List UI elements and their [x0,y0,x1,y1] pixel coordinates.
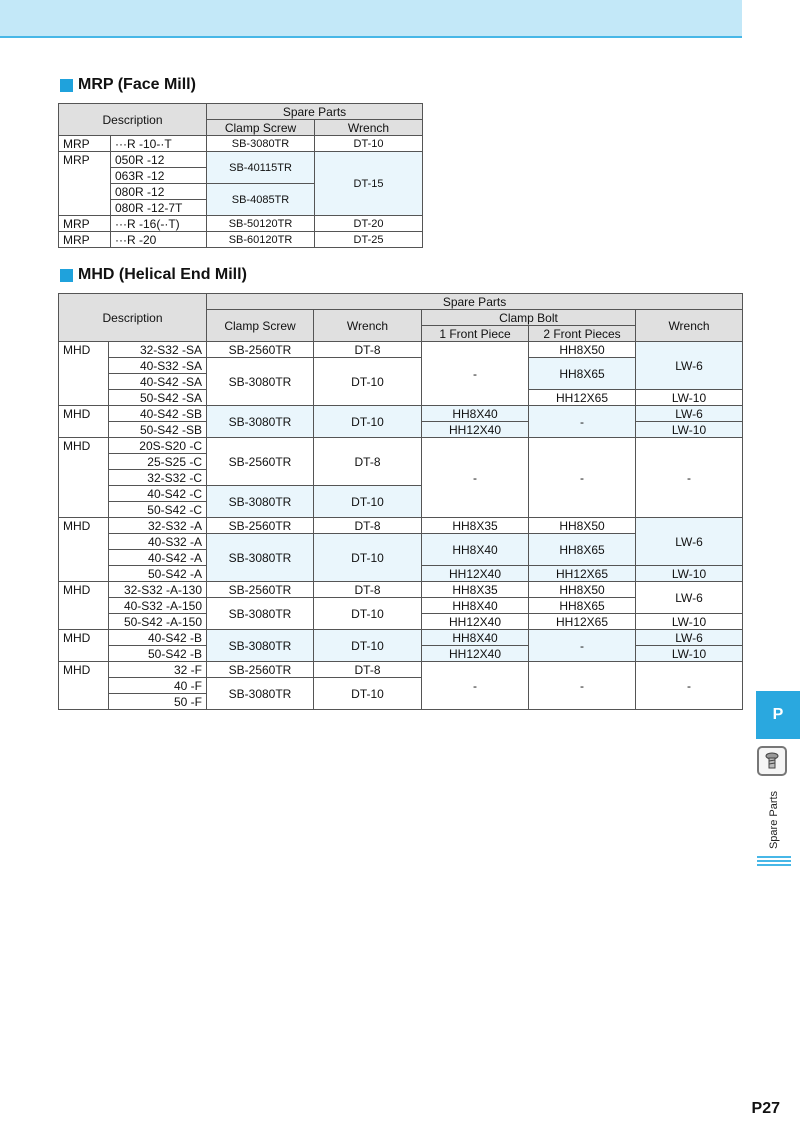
model-cell: 32-S32 -A-130 [109,582,207,598]
model-cell: 080R -12-7T [111,200,207,216]
model-cell: 32-S32 -SA [109,342,207,358]
top-color-band [0,0,742,38]
square-bullet-icon [60,79,73,92]
two-front-cell: - [529,630,636,662]
spare-parts-header: Spare Parts [207,294,743,310]
screw-cell: SB-2560TR [207,662,314,678]
two-front-cell: - [529,662,636,710]
model-cell: 50-S42 -SA [109,390,207,406]
one-front-cell: HH8X35 [422,518,529,534]
bolt-wrench-cell: LW-10 [636,422,743,438]
bolt-wrench-cell: LW-6 [636,406,743,422]
model-cell: 40-S32 -SA [109,358,207,374]
two-front-cell: HH8X50 [529,518,636,534]
clamp-screw-header: Clamp Screw [207,310,314,342]
one-front-cell: - [422,662,529,710]
screw-cell: SB-50120TR [207,216,315,232]
description-header: Description [59,104,207,136]
model-cell: 050R -12 [111,152,207,168]
screw-cell: SB-3080TR [207,598,314,630]
table-row [59,582,743,598]
bolt-wrench-cell: LW-10 [636,566,743,582]
screw-cell: SB-2560TR [207,582,314,598]
series-cell: MHD [59,438,109,454]
series-cell: MHD [59,406,109,422]
wrench-cell: DT-10 [315,136,423,152]
table-row [59,342,743,358]
table-row [59,662,743,678]
model-cell: ···R -10-·T [111,136,207,152]
model-cell: 32-S32 -A [109,518,207,534]
spare-parts-header: Spare Parts [207,104,423,120]
one-front-cell: HH8X40 [422,630,529,646]
model-cell: 40-S42 -A [109,550,207,566]
bolt-wrench-cell: LW-6 [636,582,743,614]
two-front-cell: HH8X50 [529,342,636,358]
series-cell: MHD [59,582,109,598]
wrench-cell: DT-10 [314,486,422,518]
table-row [59,216,423,232]
model-cell: 50-S42 -A-150 [109,614,207,630]
screw-cell: SB-3080TR [207,136,315,152]
one-front-cell: HH12X40 [422,422,529,438]
table-row [59,630,743,646]
wrench-cell: DT-10 [314,678,422,710]
model-cell: 32 -F [109,662,207,678]
one-front-cell: HH12X40 [422,614,529,630]
bolt-wrench-header: Wrench [636,310,743,342]
model-cell: 40-S42 -SA [109,374,207,390]
table-row [59,406,743,422]
one-front-cell: - [422,438,529,518]
table-row [59,152,423,168]
wrench-cell: DT-20 [315,216,423,232]
one-front-cell: - [422,342,529,406]
series-cell: MRP [59,152,111,168]
bolt-wrench-cell: LW-10 [636,646,743,662]
clamp-screw-header: Clamp Screw [207,120,315,136]
series-cell: MRP [59,216,111,232]
model-cell: 40-S42 -B [109,630,207,646]
model-cell: 40-S42 -SB [109,406,207,422]
screw-cell: SB-3080TR [207,630,314,662]
screw-cell: SB-2560TR [207,438,314,486]
model-cell: 25-S25 -C [109,454,207,470]
series-cell: MRP [59,136,111,152]
model-cell: 50-S42 -A [109,566,207,582]
screw-cell: SB-2560TR [207,518,314,534]
model-cell: 40 -F [109,678,207,694]
model-cell: 40-S32 -A-150 [109,598,207,614]
section-tab-letter: P [772,706,784,723]
series-cell: MHD [59,342,109,358]
section-tab-p[interactable] [756,691,800,739]
wrench-cell: DT-8 [314,518,422,534]
square-bullet-icon [60,269,73,282]
table-row [59,136,423,152]
mrp-spare-parts-table [58,103,423,248]
screw-cell: SB-2560TR [207,342,314,358]
table-row [59,518,743,534]
one-front-cell: HH8X40 [422,598,529,614]
model-cell: 080R -12 [111,184,207,200]
model-cell: 40-S32 -A [109,534,207,550]
wrench-header: Wrench [314,310,422,342]
one-front-cell: HH8X40 [422,406,529,422]
wrench-cell: DT-10 [314,358,422,406]
one-front-cell: HH8X35 [422,582,529,598]
model-cell: 50-S42 -C [109,502,207,518]
model-cell: ···R -16(-·T) [111,216,207,232]
two-front-cell: - [529,406,636,438]
bolt-wrench-cell: LW-6 [636,518,743,566]
model-cell: 50-S42 -B [109,646,207,662]
two-front-cell: HH8X65 [529,598,636,614]
screw-cell: SB-3080TR [207,358,314,406]
table-row [59,438,743,454]
two-front-cell: HH12X65 [529,390,636,406]
wrench-cell: DT-10 [314,630,422,662]
table-row [59,232,423,248]
wrench-cell: DT-8 [314,342,422,358]
wrench-cell: DT-25 [315,232,423,248]
model-cell: 063R -12 [111,168,207,184]
screw-icon [757,746,787,776]
bolt-wrench-cell: LW-10 [636,390,743,406]
wrench-cell: DT-10 [314,534,422,582]
mrp-section-title [60,76,196,94]
bolt-wrench-cell: LW-6 [636,630,743,646]
series-cell: MHD [59,630,109,646]
screw-cell: SB-4085TR [207,184,315,216]
wrench-cell: DT-15 [315,152,423,216]
one-front-cell: HH8X40 [422,534,529,566]
screw-cell: SB-3080TR [207,406,314,438]
model-cell: 20S-S20 -C [109,438,207,454]
screw-cell: SB-3080TR [207,534,314,582]
series-cell: MHD [59,662,109,678]
side-stripes [757,856,791,868]
model-cell: 40-S42 -C [109,486,207,502]
bolt-wrench-cell: LW-10 [636,614,743,630]
one-front-cell: HH12X40 [422,566,529,582]
two-front-cell: HH8X50 [529,582,636,598]
wrench-header: Wrench [315,120,423,136]
two-front-cell: HH8X65 [529,534,636,566]
page-number: P27 [751,1100,780,1117]
model-cell: 50 -F [109,694,207,710]
wrench-cell: DT-10 [314,598,422,630]
series-cell: MHD [59,518,109,534]
two-front-cell: HH12X65 [529,566,636,582]
bolt-wrench-cell: LW-6 [636,342,743,390]
series-cell: MRP [59,232,111,248]
mhd-title-text: MHD (Helical End Mill) [78,266,247,283]
model-cell: 50-S42 -SB [109,422,207,438]
two-front-cell: HH8X65 [529,358,636,390]
screw-cell: SB-40115TR [207,152,315,184]
description-header: Description [59,294,207,342]
screw-cell: SB-3080TR [207,486,314,518]
one-front-piece-header: 1 Front Piece [422,326,529,342]
mrp-title-text: MRP (Face Mill) [78,76,196,93]
wrench-cell: DT-8 [314,438,422,486]
screw-cell: SB-3080TR [207,678,314,710]
two-front-pieces-header: 2 Front Pieces [529,326,636,342]
bolt-wrench-cell: - [636,438,743,518]
side-tab-label: Spare Parts [768,790,780,850]
bolt-wrench-cell: - [636,662,743,710]
wrench-cell: DT-8 [314,662,422,678]
wrench-cell: DT-10 [314,406,422,438]
screw-cell: SB-60120TR [207,232,315,248]
two-front-cell: - [529,438,636,518]
one-front-cell: HH12X40 [422,646,529,662]
clamp-bolt-header: Clamp Bolt [422,310,636,326]
mhd-section-title [60,266,247,284]
wrench-cell: DT-8 [314,582,422,598]
model-cell: ···R -20 [111,232,207,248]
mhd-spare-parts-table [58,293,743,710]
two-front-cell: HH12X65 [529,614,636,630]
model-cell: 32-S32 -C [109,470,207,486]
